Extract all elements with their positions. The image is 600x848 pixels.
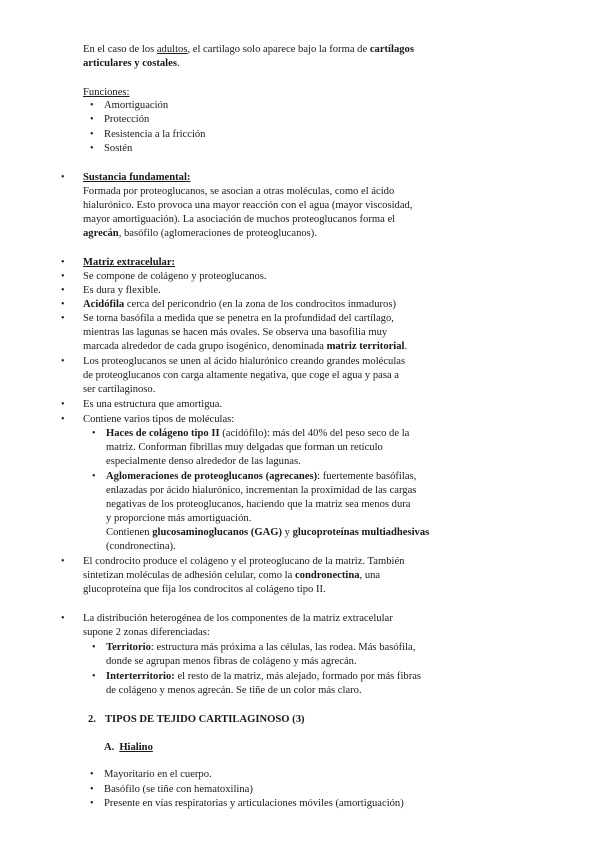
intro-end: . — [176, 58, 180, 69]
matriz-item: • Es dura y flexible. — [61, 285, 161, 296]
sustancia-last-rest: , basófilo (aglomeraciones de proteoglucanos). — [118, 228, 317, 239]
molecula-text: (acidófilo): más del 40% del peso seco de la — [219, 428, 410, 439]
matriz-item: • Acidófila cerca del pericondrio (en la zona de los condrocitos inmaduros) — [61, 299, 397, 310]
molecula-line — [106, 526, 429, 540]
territorio-term: Territorio — [106, 642, 151, 653]
sustancia-line: hialurónico. Esto provoca una mayor reacción con el agua (mayor viscosidad, — [83, 200, 413, 211]
colageno-tipo-ii: Haces de colágeno tipo II — [106, 428, 220, 439]
subsection-a-letter: A. — [104, 742, 115, 753]
matriz-item-text: marcada alrededor de cada grupo isogénico, denominada — [83, 341, 327, 352]
matriz-item: • Se compone de colágeno y proteoglucanos. — [61, 271, 267, 282]
molecula-text: y proporcione más amortiguación. — [106, 513, 252, 524]
intro-line-1 — [83, 43, 414, 57]
molecula-item: • Haces de colágeno tipo II (acidófilo): más del 40% del peso seco de la — [92, 428, 410, 439]
interterritorio-text: de colágeno y menos agrecán. Se tiñe de un color más claro. — [106, 685, 362, 696]
gag-term: glucosaminoglucanos (GAG) — [152, 527, 282, 538]
matriz-territorial: matriz territorial — [326, 341, 405, 352]
matriz-item-text: Es dura y flexible. — [83, 285, 161, 296]
molecula-item: • Aglomeraciones de proteoglucanos (agrecanes): fuertemente basófilas, — [92, 471, 417, 482]
matriz-acidofila: Acidófila — [83, 299, 125, 310]
molecula-text: Contienen — [106, 527, 153, 538]
funciones-item: • Amortiguación — [90, 100, 169, 111]
hialino-item-text: Basófilo (se tiñe con hematoxilina) — [104, 784, 253, 795]
matriz-item-text: . — [404, 341, 408, 352]
matriz-title: • Matriz extracelular: — [61, 257, 176, 268]
molecula-text: (condronectina). — [106, 541, 176, 552]
molecula-text: negativas de los proteoglucanos, haciendo que la matriz sea menos dura — [106, 499, 411, 510]
interterritorio-item: • Interterritorio: el resto de la matriz, más alejado, formado por más fibras — [92, 671, 422, 682]
section-2-number: 2. — [88, 714, 96, 725]
sustancia-title: • Sustancia fundamental: — [61, 172, 191, 183]
subsection-a-title: Hialino — [119, 742, 153, 753]
matriz-title-text: Matriz extracelular: — [83, 257, 176, 268]
funciones-title-text: Funciones: — [83, 87, 130, 98]
molecula-text: y — [282, 527, 293, 538]
funciones-item-label: Protección — [104, 114, 150, 125]
matriz-item: • Los proteoglucanos se unen al ácido hialurónico creando grandes moléculas — [61, 356, 406, 367]
matriz-item-text: Los proteoglucanos se unen al ácido hialurónico creando grandes moléculas — [83, 356, 406, 367]
sustancia-line: Formada por proteoglucanos, se asocian a otras moléculas, como el ácido — [83, 186, 395, 197]
distribucion-text: supone 2 zonas diferenciadas: — [83, 627, 210, 638]
matriz-item-text: Contiene varios tipos de moléculas: — [83, 414, 235, 425]
section-2-title: TIPOS DE TEJIDO CARTILAGINOSO (3) — [104, 714, 305, 725]
matriz-item-text: Se compone de colágeno y proteoglucanos. — [83, 271, 267, 282]
sustancia-line — [83, 227, 317, 241]
territorio-text: donde se agrupan menos fibras de colágeno y más agrecán. — [106, 656, 357, 667]
intro-bold-articulares: articulares y costales — [83, 58, 177, 69]
hialino-item: • Basófilo (se tiñe con hematoxilina) — [90, 784, 253, 795]
matriz-item-text: glucoproteína que fija los condrocitos al colágeno tipo II. — [83, 584, 326, 595]
matriz-item-text: cerca del pericondrio (en la zona de los condrocitos inmaduros) — [124, 299, 397, 310]
matriz-item-text: Se torna basófila a medida que se penetra en la profundidad del cartílago, — [83, 313, 394, 324]
intro-line-2 — [83, 57, 180, 71]
intro-adultos: adultos — [156, 44, 188, 55]
aglomeraciones-proteoglucanos: Aglomeraciones de proteoglucanos (agrecanes) — [106, 471, 318, 482]
funciones-item-label: Resistencia a la fricción — [104, 129, 206, 140]
matriz-item: • Es una estructura que amortigua. — [61, 399, 223, 410]
molecula-text: : fuertemente basófilas, — [317, 471, 417, 482]
funciones-item: • Protección — [90, 114, 150, 125]
territorio-text: : estructura más próxima a las células, las rodea. Más basófila, — [150, 642, 416, 653]
section-2-heading — [88, 713, 305, 727]
distribucion-text: La distribución heterogénea de los componentes de la matriz extracelular — [83, 613, 393, 624]
molecula-text: especialmente denso alrededor de las lagunas. — [106, 456, 301, 467]
interterritorio-term: Interterritorio: — [106, 671, 175, 682]
matriz-item-text: El condrocito produce el colágeno y el proteoglucano de la matriz. También — [83, 556, 405, 567]
funciones-item: • Resistencia a la fricción — [90, 129, 206, 140]
matriz-item-text: sintetizan moléculas de adhesión celular, como la — [83, 570, 295, 581]
intro-text-mid: , el cartílago solo aparece bajo la forma de — [187, 44, 370, 55]
interterritorio-text: el resto de la matriz, más alejado, formado por más fibras — [174, 671, 422, 682]
sustancia-line: mayor amortiguación). La asociación de muchos proteoglucanos forma el — [83, 214, 396, 225]
glucoproteinas-term: glucoproteínas multiadhesivas — [292, 527, 430, 538]
funciones-item-label: Sostén — [104, 143, 133, 154]
condronectina-term: condronectina — [294, 570, 360, 581]
sustancia-title-text: Sustancia fundamental: — [83, 172, 191, 183]
molecula-text: matriz. Conforman fibrillas muy delgadas que forman un retículo — [106, 442, 383, 453]
hialino-item: • Mayoritario en el cuerpo. — [90, 769, 212, 780]
matriz-item-text: de proteoglucanos con carga altamente negativa, que coge el agua y pasa a — [83, 370, 400, 381]
hialino-item-text: Presente en vías respiratorias y articulaciones móviles (amortiguación) — [104, 798, 404, 809]
matriz-item-text: Es una estructura que amortigua. — [83, 399, 223, 410]
funciones-item: • Sostén — [90, 143, 133, 154]
hialino-item-text: Mayoritario en el cuerpo. — [104, 769, 212, 780]
territorio-item: • Territorio: estructura más próxima a las células, las rodea. Más basófila, — [92, 642, 416, 653]
matriz-item: • El condrocito produce el colágeno y el proteoglucano de la matriz. También — [61, 556, 405, 567]
subsection-a-heading — [104, 741, 153, 755]
matriz-item-text: mientras las lagunas se hacen más ovales. Se observa una basofilia muy — [83, 327, 388, 338]
matriz-item-text: , una — [359, 570, 381, 581]
sustancia-agrecan: agrecán — [83, 228, 119, 239]
molecula-text: enlazadas por ácido hialurónico, incrementan la proximidad de las cargas — [106, 485, 417, 496]
matriz-item-text: ser cartilaginoso. — [83, 384, 156, 395]
matriz-item-line — [83, 340, 407, 354]
intro-text: En el caso de los — [83, 44, 157, 55]
intro-bold-cartilagos: cartílagos — [369, 44, 414, 55]
distribucion-item: • La distribución heterogénea de los componentes de la matriz extracelular — [61, 613, 393, 624]
funciones-item-label: Amortiguación — [104, 100, 169, 111]
hialino-item: • Presente en vías respiratorias y articulaciones móviles (amortiguación) — [90, 798, 404, 809]
matriz-item: • Se torna basófila a medida que se penetra en la profundidad del cartílago, — [61, 313, 394, 324]
matriz-item: • Contiene varios tipos de moléculas: — [61, 414, 235, 425]
matriz-item-line — [83, 569, 380, 583]
